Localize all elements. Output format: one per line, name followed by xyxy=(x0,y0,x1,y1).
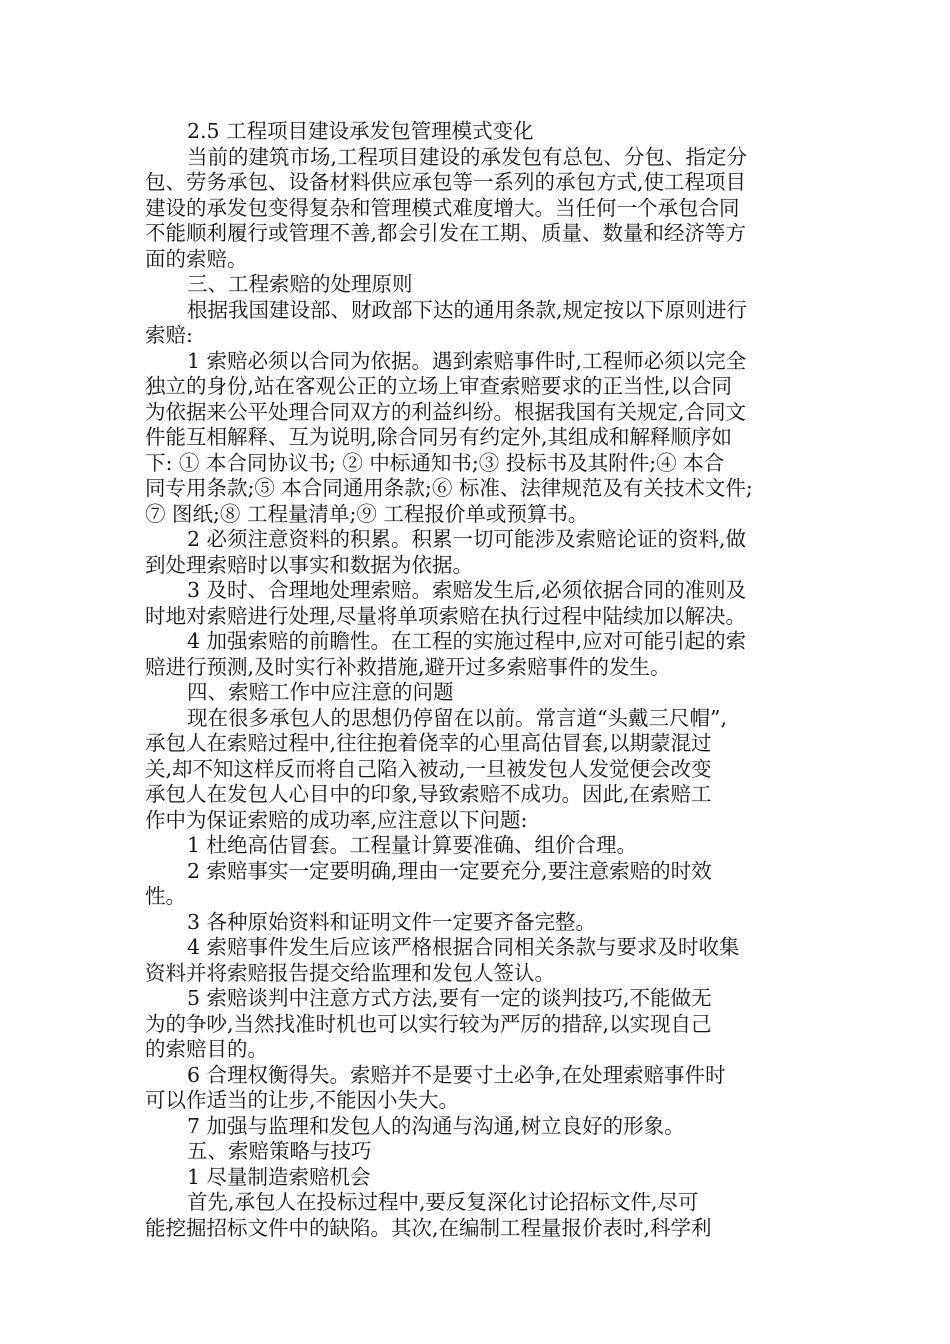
text-line: 件能互相解释、互为说明,除合同另有约定外,其组成和解释顺序如 xyxy=(145,425,733,449)
text-line: 2.5 工程项目建设承发包管理模式变化 xyxy=(187,119,534,143)
text-line: 3 各种原始资料和证明文件一定要齐备完整。 xyxy=(187,909,597,934)
text-line: 独立的身份,站在客观公正的立场上审查索赔要求的正当性,以合同 xyxy=(145,374,733,398)
text-line: 1 杜绝高估冒套。工程量计算要准确、组价合理。 xyxy=(187,833,638,857)
text-line: 承包人在索赔过程中,往往抱着侥幸的心里高估冒套,以期蒙混过 xyxy=(145,731,712,755)
text-line: 索赔: xyxy=(145,323,193,347)
text-line: 3 及时、合理地处理索赔。索赔发生后,必须依据合同的准则及 xyxy=(187,578,747,602)
text-line: 能挖掘招标文件中的缺陷。其次,在编制工程量报价表时,科学利 xyxy=(145,1215,712,1240)
text-line: 2 必须注意资料的积累。积累一切可能涉及索赔论证的资料,做 xyxy=(187,527,747,551)
document-page xyxy=(145,119,807,1241)
text-line: 三、工程索赔的处理原则 xyxy=(187,272,413,296)
text-line: 4 加强索赔的前瞻性。在工程的实施过程中,应对可能引起的索 xyxy=(187,629,747,653)
text-line: 五、索赔策略与技巧 xyxy=(187,1139,372,1163)
text-line: 四、索赔工作中应注意的问题 xyxy=(187,680,454,704)
text-line: 1 索赔必须以合同为依据。遇到索赔事件时,工程师必须以完全 xyxy=(187,348,747,373)
text-line: 7 加强与监理和发包人的沟通与沟通,树立良好的形象。 xyxy=(187,1113,685,1138)
text-line: 为依据来公平处理合同双方的利益纠纷。根据我国有关规定,合同文 xyxy=(145,399,747,424)
text-line: 可以作适当的让步,不能因小失大。 xyxy=(145,1088,460,1112)
text-line: 建设的承发包变得复杂和管理模式难度增大。当任何一个承包合同 xyxy=(145,195,740,220)
text-line: 包、劳务承包、设备材料供应承包等一系列的承包方式,使工程项目 xyxy=(145,170,747,194)
text-line: 1 尽量制造索赔机会 xyxy=(187,1164,371,1189)
text-line: 5 索赔谈判中注意方式方法,要有一定的谈判技巧,不能做无 xyxy=(187,986,712,1010)
text-line: 承包人在发包人心目中的印象,导致索赔不成功。因此,在索赔工 xyxy=(145,782,712,806)
text-line: 面的索赔。 xyxy=(145,246,248,271)
text-line: 4 索赔事件发生后应该严格根据合同相关条款与要求及时收集 xyxy=(187,935,740,959)
text-line: 关,却不知这样反而将自己陷入被动,一旦被发包人发觉便会改变 xyxy=(145,756,712,781)
text-line: 下: ① 本合同协议书; ② 中标通知书;③ 投标书及其附件;④ 本合 xyxy=(145,450,725,475)
text-line: 不能顺利履行或管理不善,都会引发在工期、质量、数量和经济等方 xyxy=(145,221,747,245)
text-line: 同专用条款;⑤ 本合同通用条款;⑥ 标准、法律规范及有关技术文件; xyxy=(145,476,753,500)
text-line: 赔进行预测,及时实行补救措施,避开过多索赔事件的发生。 xyxy=(145,654,671,679)
text-line: 性。 xyxy=(145,884,186,908)
text-line: 时地对索赔进行处理,尽量将单项索赔在执行过程中陆续加以解决。 xyxy=(145,603,747,628)
text-line: 为的争吵,当然找准时机也可以实行较为严厉的措辞,以实现自己 xyxy=(145,1011,712,1036)
text-line: 首先,承包人在投标过程中,要反复深化讨论招标文件,尽可 xyxy=(187,1190,699,1214)
text-line: 现在很多承包人的思想仍停留在以前。常言道“头戴三尺帽”, xyxy=(187,705,727,730)
text-line: 的索赔目的。 xyxy=(145,1037,268,1061)
text-line: 到处理索赔时以事实和数据为依据。 xyxy=(145,552,473,577)
text-line: 作中为保证索赔的成功率,应注意以下问题: xyxy=(145,807,528,832)
text-line: 当前的建筑市场,工程项目建设的承发包有总包、分包、指定分 xyxy=(187,144,748,169)
text-line: 资料并将索赔报告提交给监理和发包人签认。 xyxy=(145,960,555,985)
text-line: 2 索赔事实一定要明确,理由一定要充分,要注意索赔的时效 xyxy=(187,858,712,883)
text-line: 6 合理权衡得失。索赔并不是要寸土必争,在处理索赔事件时 xyxy=(187,1062,726,1087)
text-line: 根据我国建设部、财政部下达的通用条款,规定按以下原则进行 xyxy=(187,297,748,322)
text-line: ⑦ 图纸;⑧ 工程量清单;⑨ 工程报价单或预算书。 xyxy=(145,501,589,526)
